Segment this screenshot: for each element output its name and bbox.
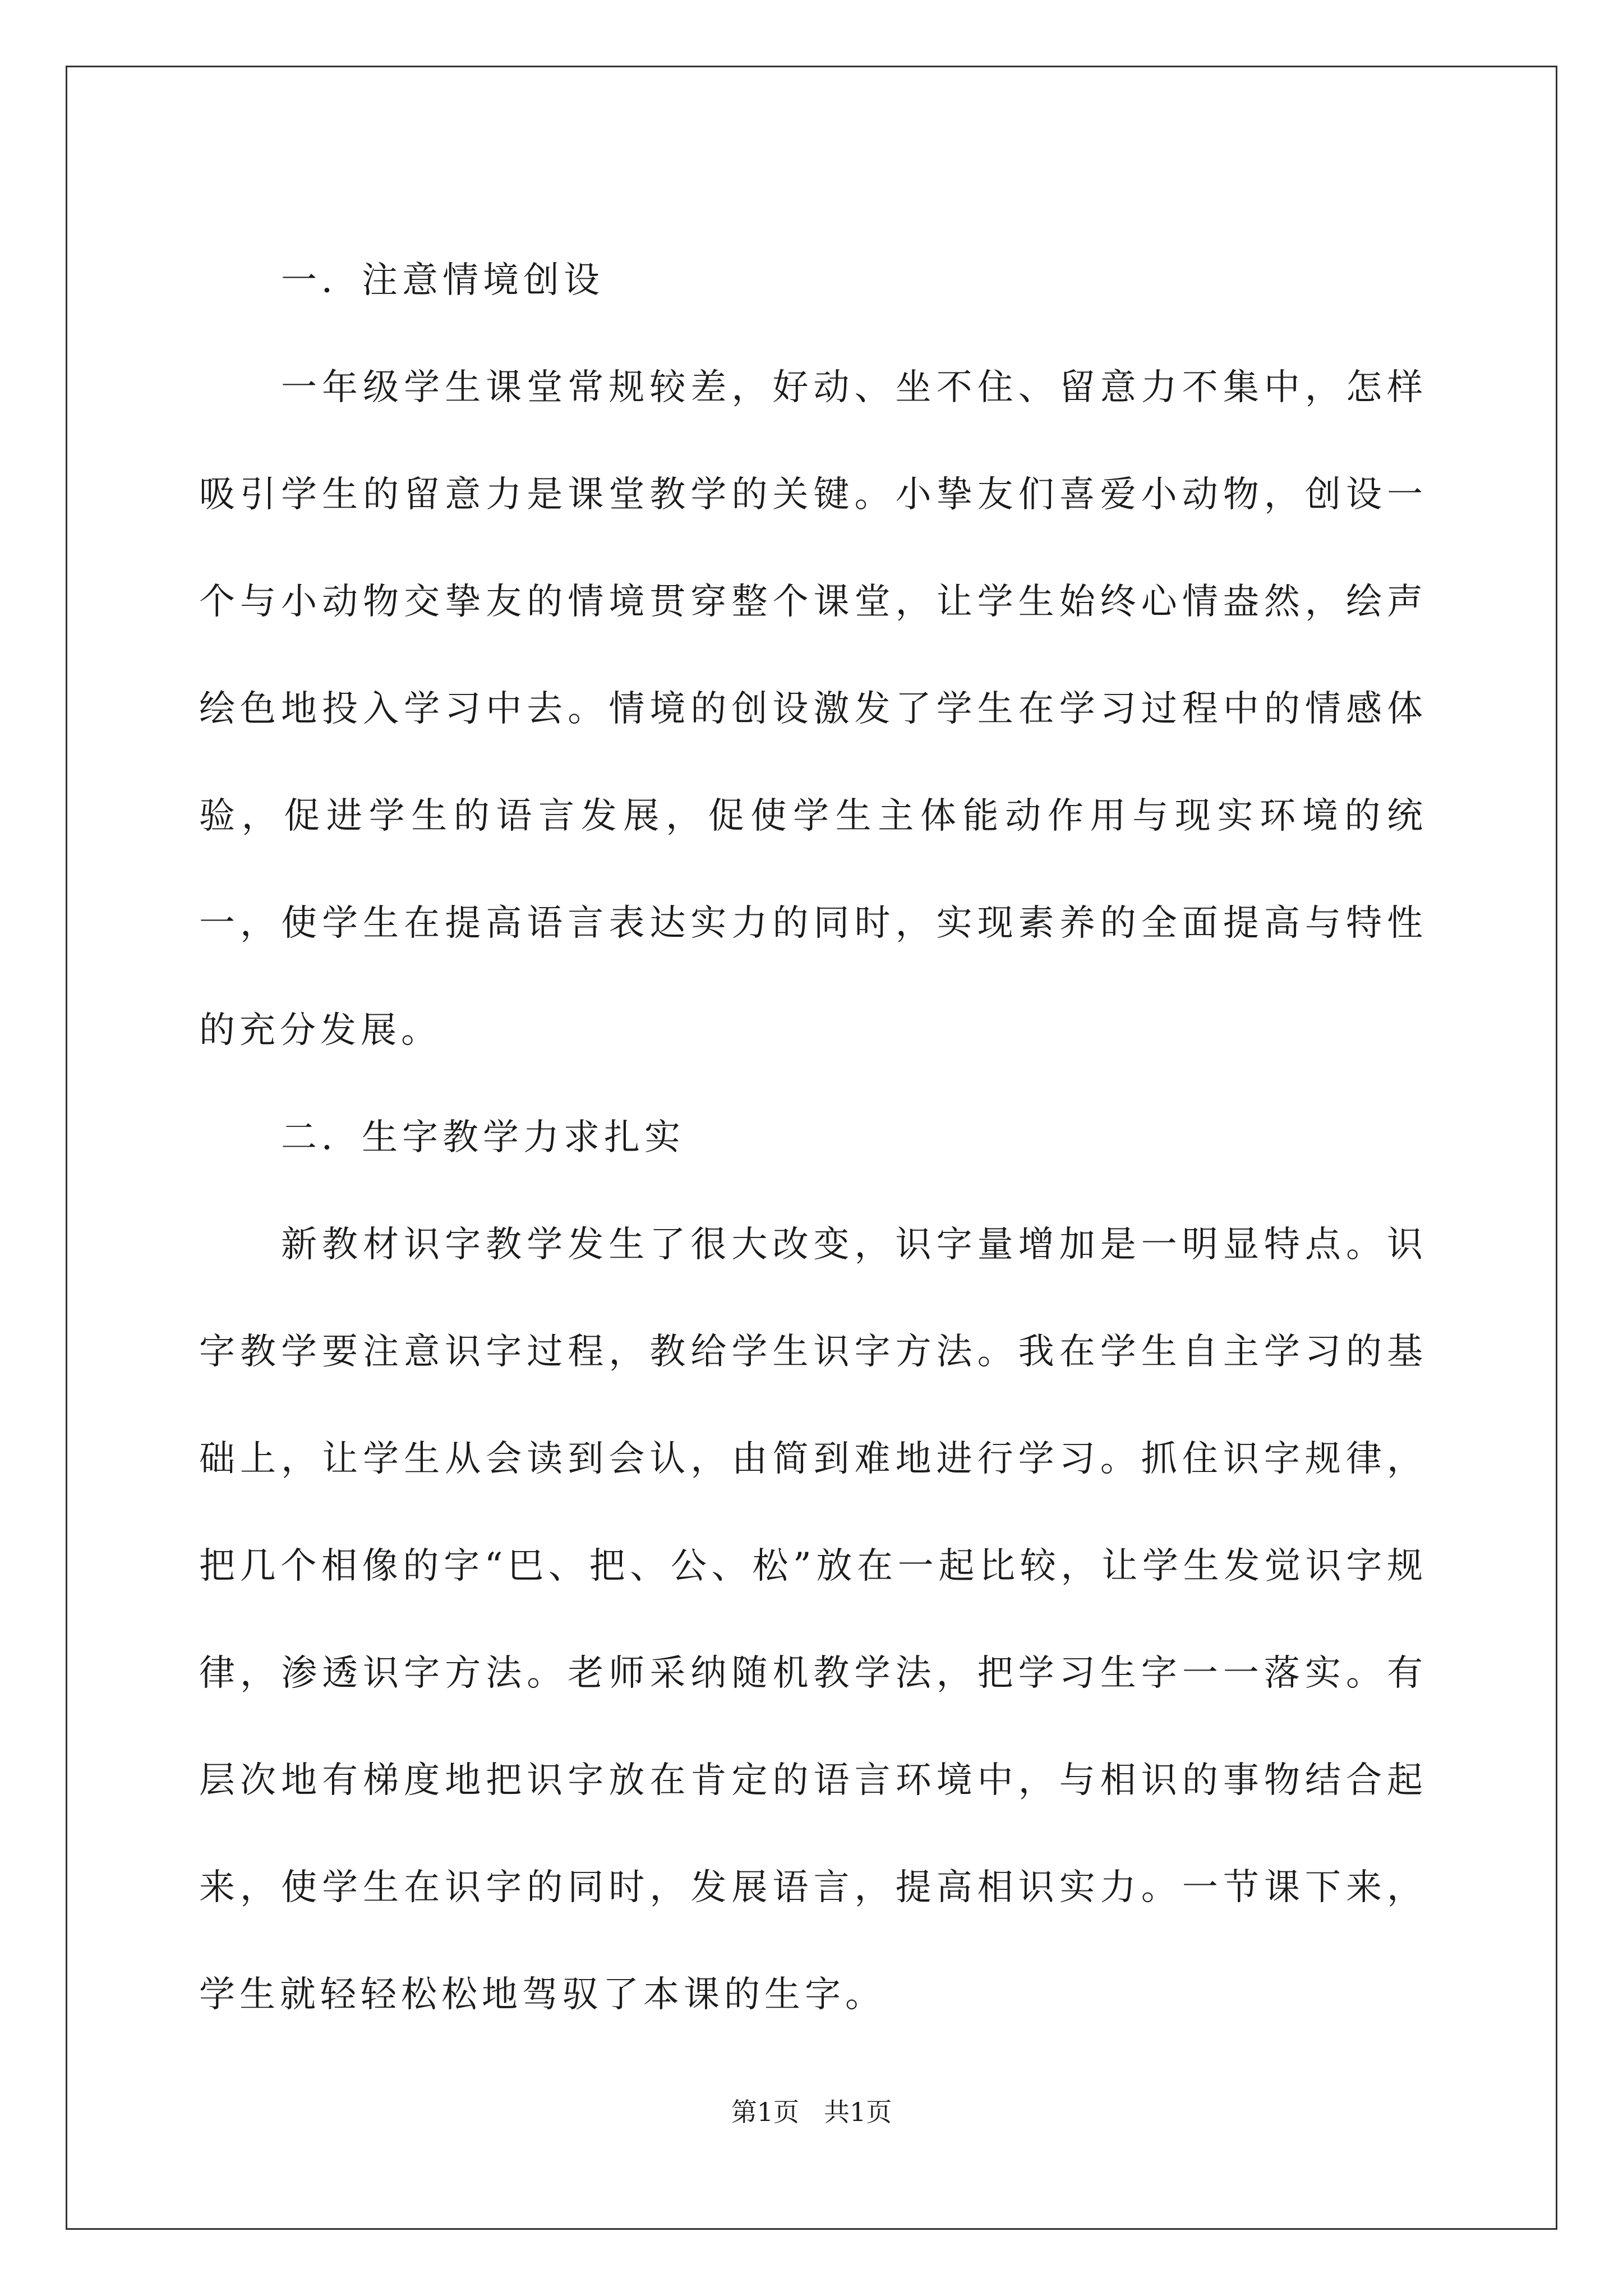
document-body <box>199 227 1427 2049</box>
section-heading: 一．注意情境创设 <box>281 260 604 301</box>
section-heading: 二．生字教学力求扎实 <box>281 1117 685 1158</box>
page-footer <box>0 2095 1623 2129</box>
page-total: 共1页 <box>824 2097 892 2127</box>
body-paragraph: 一年级学生课堂常规较差，好动、坐不住、留意力不集中，怎样吸引学生的留意力是课堂教学的关键。小挚友们喜爱小动物，创设一个与小动物交挚友的情境贯穿整个课堂，让学生始终心情盎然，绘声绘色地投入学习中去。情境的创设激发了学生在学习过程中的情感体验，促进学生的语言发展，促使学生主体能动作用与现实环境的统一，使学生在提高语言表达实力的同时，实现素养的全面提高与特性的充分发展。 <box>199 367 1427 1051</box>
page-number: 第1页 <box>731 2097 799 2127</box>
body-paragraph: 新教材识字教学发生了很大改变，识字量增加是一明显特点。识字教学要注意识字过程，教给学生识字方法。我在学生自主学习的基础上，让学生从会读到会认，由简到难地进行学习。抓住识字规律，把几个相像的字“巴、把、公、松”放在一起比较，让学生发觉识字规律，渗透识字方法。老师采纳随机教学法，把学习生字一一落实。有层次地有梯度地把识字放在肯定的语言环境中，与相识的事物结合起来，使学生在识字的同时，发展语言，提高相识实力。一节课下来，学生就轻轻松松地驾驭了本课的生字。 <box>199 1224 1427 2016</box>
